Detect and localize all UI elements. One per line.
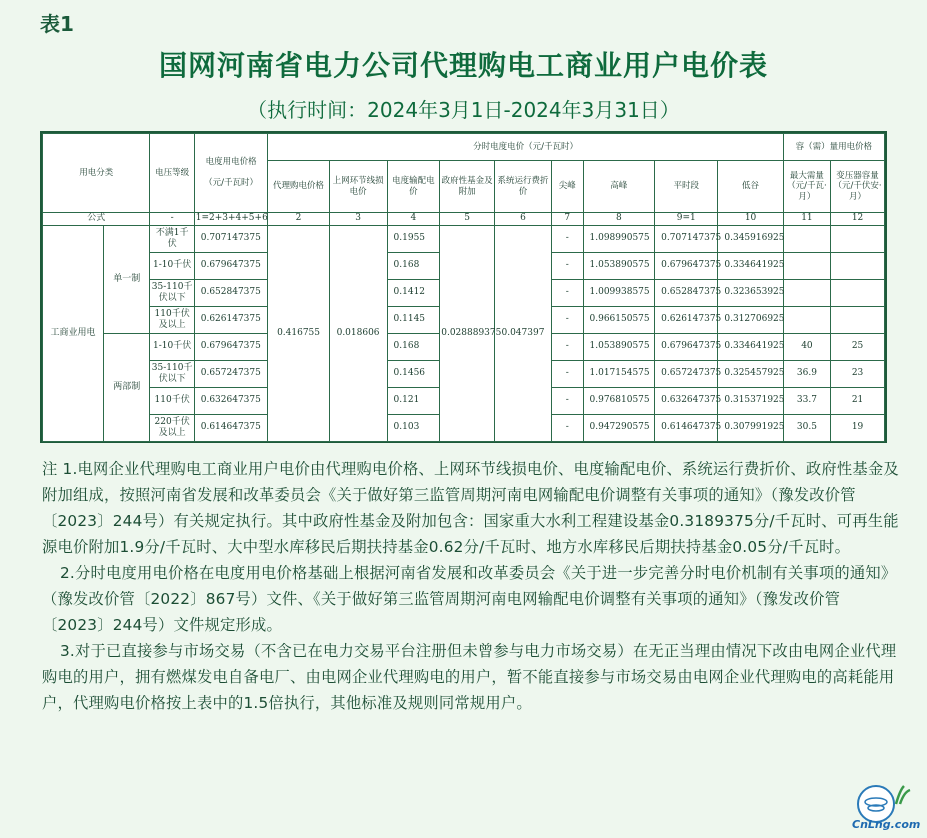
- peak-cell: 0.966150575: [583, 307, 655, 334]
- header-maxdemand-unit: （元/千瓦·月）: [787, 181, 827, 202]
- td-price-cell: 0.168: [387, 334, 440, 361]
- transformer-cell: [831, 280, 885, 307]
- demand-cell: 36.9: [783, 361, 830, 388]
- sharp-cell: -: [551, 280, 583, 307]
- loss-price-cell: 0.018606: [329, 226, 387, 442]
- td-price-cell: 0.103: [387, 415, 440, 442]
- transformer-cell: 19: [831, 415, 885, 442]
- header-category: 用电分类: [43, 134, 150, 213]
- td-price-cell: 0.1456: [387, 361, 440, 388]
- header-flat: 平时段: [655, 161, 718, 213]
- formula-cell: 10: [718, 213, 783, 226]
- formula-cell: 3: [329, 213, 387, 226]
- demand-cell: [783, 280, 830, 307]
- flat-cell: 0.679647375: [655, 253, 718, 280]
- flat-cell: 0.679647375: [655, 334, 718, 361]
- voltage-cell: 35-110千伏以下: [150, 280, 194, 307]
- sysfee-cell: 0.047397: [495, 226, 552, 442]
- valley-cell: 0.345916925: [718, 226, 783, 253]
- price-cell: 0.707147375: [194, 226, 268, 253]
- valley-cell: 0.325457925: [718, 361, 783, 388]
- td-price-cell: 0.121: [387, 388, 440, 415]
- note-1: 注 1.电网企业代理购电工商业用户电价由代理购电价格、上网环节线损电价、电度输配电价、系统运行费折价、政府性基金及附加组成，按照河南省发展和改革委员会《关于做好第三监管周期河南电网输配电价调整有关事项的通知》（豫发改价管〔2023〕244号）有关规定执行。其中政府性基金及附加包含：国家重大水利工程建设基金0.3189375分/千瓦时、可再生能源电价附加1.9分/千瓦时、大中型水库移民后期扶持基金0.62分/千瓦时、地方水库移民后期扶持基金0.05分/千瓦时。: [42, 460, 899, 556]
- demand-cell: [783, 226, 830, 253]
- table-number-label: 表1: [40, 12, 74, 36]
- peak-cell: 1.053890575: [583, 334, 655, 361]
- formula-dash: -: [150, 213, 194, 226]
- watermark-text: CnLng.com: [852, 818, 921, 831]
- header-sharp: 尖峰: [551, 161, 583, 213]
- formula-cell: 5: [440, 213, 495, 226]
- sharp-cell: -: [551, 307, 583, 334]
- formula-row: [43, 213, 885, 226]
- header-timeshare: 分时电度电价（元/千瓦时）: [268, 134, 783, 161]
- valley-cell: 0.315371925: [718, 388, 783, 415]
- sharp-cell: -: [551, 334, 583, 361]
- price-cell: 0.632647375: [194, 388, 268, 415]
- peak-cell: 1.017154575: [583, 361, 655, 388]
- price-cell: 0.657247375: [194, 361, 268, 388]
- price-cell: 0.679647375: [194, 253, 268, 280]
- sharp-cell: -: [551, 226, 583, 253]
- table-row: [43, 226, 885, 253]
- demand-cell: [783, 307, 830, 334]
- valley-cell: 0.312706925: [718, 307, 783, 334]
- header-valley: 低谷: [718, 161, 783, 213]
- transformer-cell: [831, 253, 885, 280]
- price-cell: 0.679647375: [194, 334, 268, 361]
- peak-cell: 0.947290575: [583, 415, 655, 442]
- formula-cell: 8: [583, 213, 655, 226]
- sharp-cell: -: [551, 361, 583, 388]
- peak-cell: 1.098990575: [583, 226, 655, 253]
- formula-cell: 6: [495, 213, 552, 226]
- flat-cell: 0.626147375: [655, 307, 718, 334]
- dual-system-cell: 两部制: [104, 334, 150, 442]
- header-tdprice: 电度输配电价: [387, 161, 440, 213]
- valley-cell: 0.334641925: [718, 253, 783, 280]
- sharp-cell: -: [551, 388, 583, 415]
- transformer-cell: 25: [831, 334, 885, 361]
- td-price-cell: 0.1145: [387, 307, 440, 334]
- peak-cell: 1.009938575: [583, 280, 655, 307]
- td-price-cell: 0.1955: [387, 226, 440, 253]
- td-price-cell: 0.168: [387, 253, 440, 280]
- header-transformer-unit: （元/千伏安·月）: [833, 181, 882, 202]
- valley-cell: 0.307991925: [718, 415, 783, 442]
- formula-label: 公式: [43, 213, 150, 226]
- valley-cell: 0.334641925: [718, 334, 783, 361]
- header-maxdemand: [783, 161, 830, 213]
- formula-cell: 7: [551, 213, 583, 226]
- header-transformer: [831, 161, 885, 213]
- formula-cell: 1=2+3+4+5+6: [194, 213, 268, 226]
- fund-cell: 0.028889375: [440, 226, 495, 442]
- valley-cell: 0.323653925: [718, 280, 783, 307]
- demand-cell: 30.5: [783, 415, 830, 442]
- voltage-cell: 1-10千伏: [150, 253, 194, 280]
- voltage-cell: 110千伏: [150, 388, 194, 415]
- header-maxdemand-label: 最大需量: [789, 170, 824, 181]
- header-price-unit: （元/千瓦时）: [204, 178, 259, 189]
- page-title: 国网河南省电力公司代理购电工商业用户电价表: [158, 49, 768, 82]
- formula-cell: 2: [268, 213, 329, 226]
- header-price-label: 电度用电价格: [205, 157, 257, 168]
- flat-cell: 0.657247375: [655, 361, 718, 388]
- transformer-cell: [831, 226, 885, 253]
- voltage-cell: 110千伏及以上: [150, 307, 194, 334]
- formula-cell: 11: [783, 213, 830, 226]
- price-cell: 0.626147375: [194, 307, 268, 334]
- demand-cell: 33.7: [783, 388, 830, 415]
- note-3: 3.对于已直接参与市场交易（不含已在电力交易平台注册但未曾参与电力市场交易）在无正当理由情况下改由电网企业代理购电的用户，拥有燃煤发电自备电厂、由电网企业代理购电的用户，暂不能直接参与市场交易由电网企业代理购电的高耗能用户，代理购电价格按上表中的1.5倍执行，其他标准及规则同常规用户。: [42, 642, 897, 712]
- header-loss: 上网环节线损电价: [329, 161, 387, 213]
- price-cell: 0.614647375: [194, 415, 268, 442]
- flat-cell: 0.652847375: [655, 280, 718, 307]
- price-table: [42, 133, 885, 442]
- formula-cell: 9=1: [655, 213, 718, 226]
- header-sysfee: 系统运行费折价: [495, 161, 552, 213]
- transformer-cell: 23: [831, 361, 885, 388]
- transformer-cell: [831, 307, 885, 334]
- formula-cell: 4: [387, 213, 440, 226]
- header-price: [194, 134, 268, 213]
- flat-cell: 0.614647375: [655, 415, 718, 442]
- note-2: 2.分时电度用电价格在电度用电价格基础上根据河南省发展和改革委员会《关于进一步完善分时电价机制有关事项的通知》（豫发改价管〔2022〕867号）文件、《关于做好第三监管周期河南电网输配电价调整有关事项的通知》（豫发改价管〔2023〕244号）文件规定形成。: [42, 564, 897, 634]
- voltage-cell: 35-110千伏以下: [150, 361, 194, 388]
- header-fund: 政府性基金及附加: [440, 161, 495, 213]
- formula-cell: 12: [831, 213, 885, 226]
- price-cell: 0.652847375: [194, 280, 268, 307]
- transformer-cell: 21: [831, 388, 885, 415]
- td-price-cell: 0.1412: [387, 280, 440, 307]
- demand-cell: 40: [783, 334, 830, 361]
- price-table-container: [40, 131, 887, 443]
- agent-price-cell: 0.416755: [268, 226, 329, 442]
- category-cell: 工商业用电: [43, 226, 104, 442]
- single-system-cell: 单一制: [104, 226, 150, 334]
- notes-section: [42, 456, 900, 716]
- flat-cell: 0.707147375: [655, 226, 718, 253]
- sharp-cell: -: [551, 415, 583, 442]
- peak-cell: 0.976810575: [583, 388, 655, 415]
- header-capacity: 容（需）量用电价格: [783, 134, 884, 161]
- header-transformer-label: 变压器容量: [836, 170, 879, 181]
- header-voltage: 电压等级: [150, 134, 194, 213]
- voltage-cell: 220千伏及以上: [150, 415, 194, 442]
- peak-cell: 1.053890575: [583, 253, 655, 280]
- header-agent: 代理购电价格: [268, 161, 329, 213]
- demand-cell: [783, 253, 830, 280]
- voltage-cell: 1-10千伏: [150, 334, 194, 361]
- sharp-cell: -: [551, 253, 583, 280]
- page-subtitle: （执行时间：2024年3月1日-2024年3月31日）: [247, 98, 680, 122]
- voltage-cell: 不满1千伏: [150, 226, 194, 253]
- header-peak: 高峰: [583, 161, 655, 213]
- flat-cell: 0.632647375: [655, 388, 718, 415]
